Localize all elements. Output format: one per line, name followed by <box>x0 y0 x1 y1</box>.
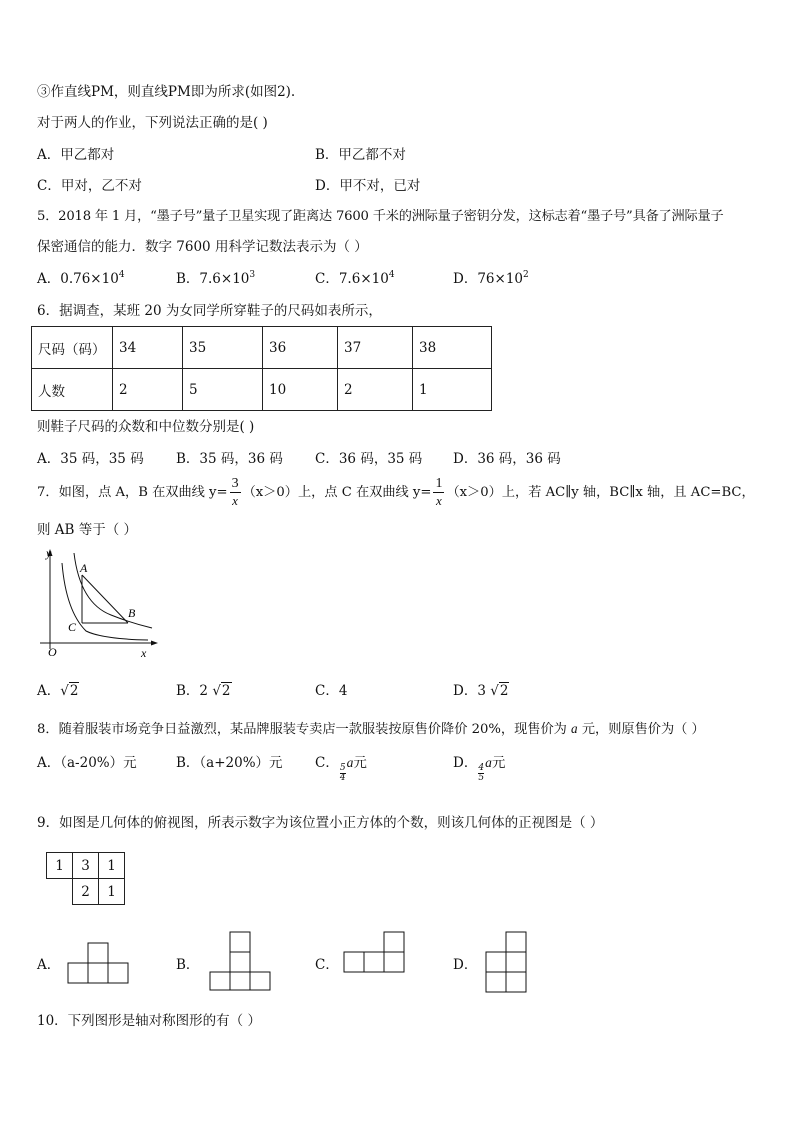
table-row <box>32 369 492 411</box>
q7-text-part1: 7．如图，点 A，B 在双曲线 y= <box>37 485 228 500</box>
q6-option-d[interactable] <box>453 450 561 468</box>
fraction-denominator: x <box>232 493 238 508</box>
q10-question: 10．下列图形是轴对称图形的有（ ） <box>37 1013 261 1029</box>
sqrt-expression: √2 <box>212 683 231 699</box>
option-text: 36 码，36 码 <box>477 451 561 467</box>
table-header-cell: 尺码（码） <box>32 327 113 369</box>
q5-option-b[interactable] <box>176 270 255 288</box>
option-text: 76×10 <box>477 271 523 287</box>
q7-line2: 则 AB 等于（ ） <box>37 522 138 538</box>
origin-label: O <box>48 645 57 659</box>
table-cell: 5 <box>183 369 263 411</box>
q9-option-d-figure[interactable] <box>484 930 528 994</box>
option-label: B． <box>176 451 200 467</box>
small-fraction <box>340 764 346 783</box>
sqrt-expression: √2 <box>60 683 79 699</box>
grid-cell: 2 <box>73 879 99 905</box>
option-exponent: 2 <box>523 270 529 280</box>
q7-line1 <box>37 475 755 511</box>
q5-line2: 保密通信的能力．数字 7600 用科学记数法表示为（ ） <box>37 239 368 255</box>
y-axis-label: y <box>46 546 52 560</box>
sqrt-coefficient: 3 <box>477 683 486 699</box>
q4-option-a[interactable] <box>37 146 114 164</box>
option-label: B． <box>176 683 200 699</box>
q9-option-a-label[interactable]: A． <box>37 957 61 973</box>
table-cell: 36 <box>263 327 338 369</box>
table-cell: 1 <box>413 369 492 411</box>
q9-option-b-label[interactable]: B． <box>176 957 200 973</box>
q9-option-a-figure[interactable] <box>66 940 130 986</box>
option-label: D． <box>453 451 478 467</box>
option-text: 4 <box>338 683 348 699</box>
option-text: 7.6×10 <box>338 271 389 287</box>
option-text: （a+20%）元 <box>199 755 283 771</box>
q5-option-d[interactable] <box>453 270 529 288</box>
option-text: 甲对，乙不对 <box>60 178 142 194</box>
option-label: C． <box>37 178 61 194</box>
table-cell: 35 <box>183 327 263 369</box>
q9-option-c-label[interactable]: C． <box>315 957 339 973</box>
fraction-denominator: x <box>436 493 442 508</box>
q6-option-a[interactable] <box>37 450 144 468</box>
option-text: 7.6×10 <box>199 271 250 287</box>
q8-variable: a <box>571 721 578 736</box>
fraction-denominator: 5 <box>478 773 485 783</box>
option-exponent: 4 <box>118 270 125 280</box>
table-cell: 34 <box>113 327 183 369</box>
table-row <box>32 327 492 369</box>
option-text: 甲不对，已对 <box>339 178 421 194</box>
q4-option-c[interactable] <box>37 177 142 195</box>
table-cell: 2 <box>113 369 183 411</box>
option-label: C． <box>315 451 339 467</box>
option-variable: a <box>485 755 492 770</box>
q6-question: 则鞋子尺码的众数和中位数分别是( ) <box>37 419 255 435</box>
q6-intro: 6．据调查，某班 20 为女同学所穿鞋子的尺码如表所示， <box>37 303 382 319</box>
q7-text-part3: （x＞0）上，若 AC∥y 轴，BC∥x 轴，且 AC=BC， <box>446 485 755 500</box>
option-label: A． <box>37 755 61 771</box>
q6-option-c[interactable] <box>315 450 422 468</box>
option-text: 甲乙都对 <box>60 147 115 163</box>
option-text: 35 码，36 码 <box>199 451 283 467</box>
option-unit: 元 <box>491 755 506 771</box>
grid-cell: 1 <box>99 853 125 879</box>
option-label: C． <box>315 271 339 287</box>
option-exponent: 4 <box>388 270 395 280</box>
q8-text-before: 8．随着服装市场竞争日益激烈，某品牌服装专卖店一款服装按原售价降价 20%，现售价为 <box>37 722 572 737</box>
x-axis-arrow <box>151 641 158 646</box>
grid-cell-empty <box>47 879 73 905</box>
table-row <box>47 879 125 905</box>
q5-line1: 5．2018 年 1 月，“墨子号”量子卫星实现了距离达 7600 千米的洲际量子密钥分发，这标志着“墨子号”具备了洲际量子 <box>37 209 724 224</box>
option-label: C． <box>315 683 339 699</box>
option-label: D． <box>453 683 478 699</box>
grid-cell: 1 <box>47 853 73 879</box>
fraction-numerator: 3 <box>231 476 239 491</box>
option-label: D． <box>453 755 478 771</box>
q5-option-c[interactable] <box>315 270 395 288</box>
table-cell: 38 <box>413 327 492 369</box>
option-exponent: 3 <box>249 270 256 280</box>
point-c-label: C <box>68 620 77 634</box>
grid-cell: 1 <box>99 879 125 905</box>
q4-step3-text: 作直线PM，则直线PM即为所求(如图2). <box>50 84 296 100</box>
option-label: A． <box>37 451 61 467</box>
q7-option-a[interactable] <box>37 682 79 700</box>
q4-step3 <box>37 83 295 101</box>
sqrt-coefficient: 2 <box>199 683 209 699</box>
option-label: B． <box>315 147 339 163</box>
q7-option-b[interactable] <box>176 682 232 700</box>
q7-fraction-1 <box>230 476 241 509</box>
q8-option-b[interactable] <box>176 754 283 772</box>
q7-text-part2: （x＞0）上，点 C 在双曲线 y= <box>242 485 432 500</box>
q4-question: 对于两人的作业，下列说法正确的是( ) <box>37 115 268 131</box>
q8-option-c[interactable] <box>315 754 367 783</box>
point-a-label: A <box>80 561 88 575</box>
option-label: A． <box>37 683 61 699</box>
option-variable: a <box>346 755 354 770</box>
top-view-grid <box>46 852 125 905</box>
q9-option-d-label[interactable]: D． <box>453 957 478 973</box>
shoe-size-table <box>31 326 492 411</box>
q8-question <box>37 720 705 739</box>
q7-hyperbola-figure <box>36 545 161 660</box>
q9-question: 9．如图是几何体的俯视图，所表示数字为该位置小正方体的个数，则该几何体的正视图是（ ） <box>37 815 604 831</box>
table-header-cell: 人数 <box>32 369 113 411</box>
option-label: B． <box>176 271 200 287</box>
q8-option-a[interactable] <box>37 754 137 772</box>
grid-cell: 3 <box>73 853 99 879</box>
small-fraction <box>478 764 484 783</box>
option-text: 36 码，35 码 <box>338 451 423 467</box>
option-label: A． <box>37 147 61 163</box>
q7-option-c[interactable] <box>315 682 347 700</box>
fraction-numerator: 4 <box>478 763 485 773</box>
option-label: A． <box>37 271 61 287</box>
x-axis-label: x <box>141 646 147 660</box>
option-label: D． <box>453 271 478 287</box>
table-cell: 37 <box>338 327 413 369</box>
option-text: （a-20%）元 <box>60 755 137 771</box>
q8-option-d[interactable] <box>453 754 505 783</box>
q7-fraction-2 <box>433 476 444 509</box>
option-label: B． <box>176 755 200 771</box>
table-cell: 2 <box>338 369 413 411</box>
option-text: 甲乙都不对 <box>338 147 406 163</box>
fraction-numerator: 5 <box>339 763 346 773</box>
sqrt-radicand: 2 <box>221 683 231 699</box>
table-row <box>47 853 125 879</box>
fraction-numerator: 1 <box>435 476 443 491</box>
q7-option-d[interactable] <box>453 682 509 700</box>
sqrt-expression: √2 <box>490 683 509 699</box>
fraction-denominator: 4 <box>339 773 346 783</box>
option-label: D． <box>315 178 340 194</box>
q9-option-c-figure[interactable] <box>342 930 406 976</box>
q8-text-after: 元，则原售价为（ ） <box>577 722 705 737</box>
option-label: C． <box>315 755 339 771</box>
q9-option-b-figure[interactable] <box>208 930 272 992</box>
table-cell: 10 <box>263 369 338 411</box>
point-b-label: B <box>128 606 136 620</box>
segment-ab <box>82 575 128 623</box>
option-unit: 元 <box>353 755 367 771</box>
sqrt-radicand: 2 <box>69 683 79 699</box>
q6-option-b[interactable] <box>176 450 283 468</box>
q4-option-d[interactable] <box>315 177 420 195</box>
option-text: 35 码，35 码 <box>60 451 144 467</box>
q4-step3-marker: ③ <box>37 84 51 100</box>
q4-option-b[interactable] <box>315 146 406 164</box>
option-text: 0.76×10 <box>60 271 119 287</box>
q5-option-a[interactable] <box>37 270 125 288</box>
sqrt-radicand: 2 <box>499 683 509 699</box>
